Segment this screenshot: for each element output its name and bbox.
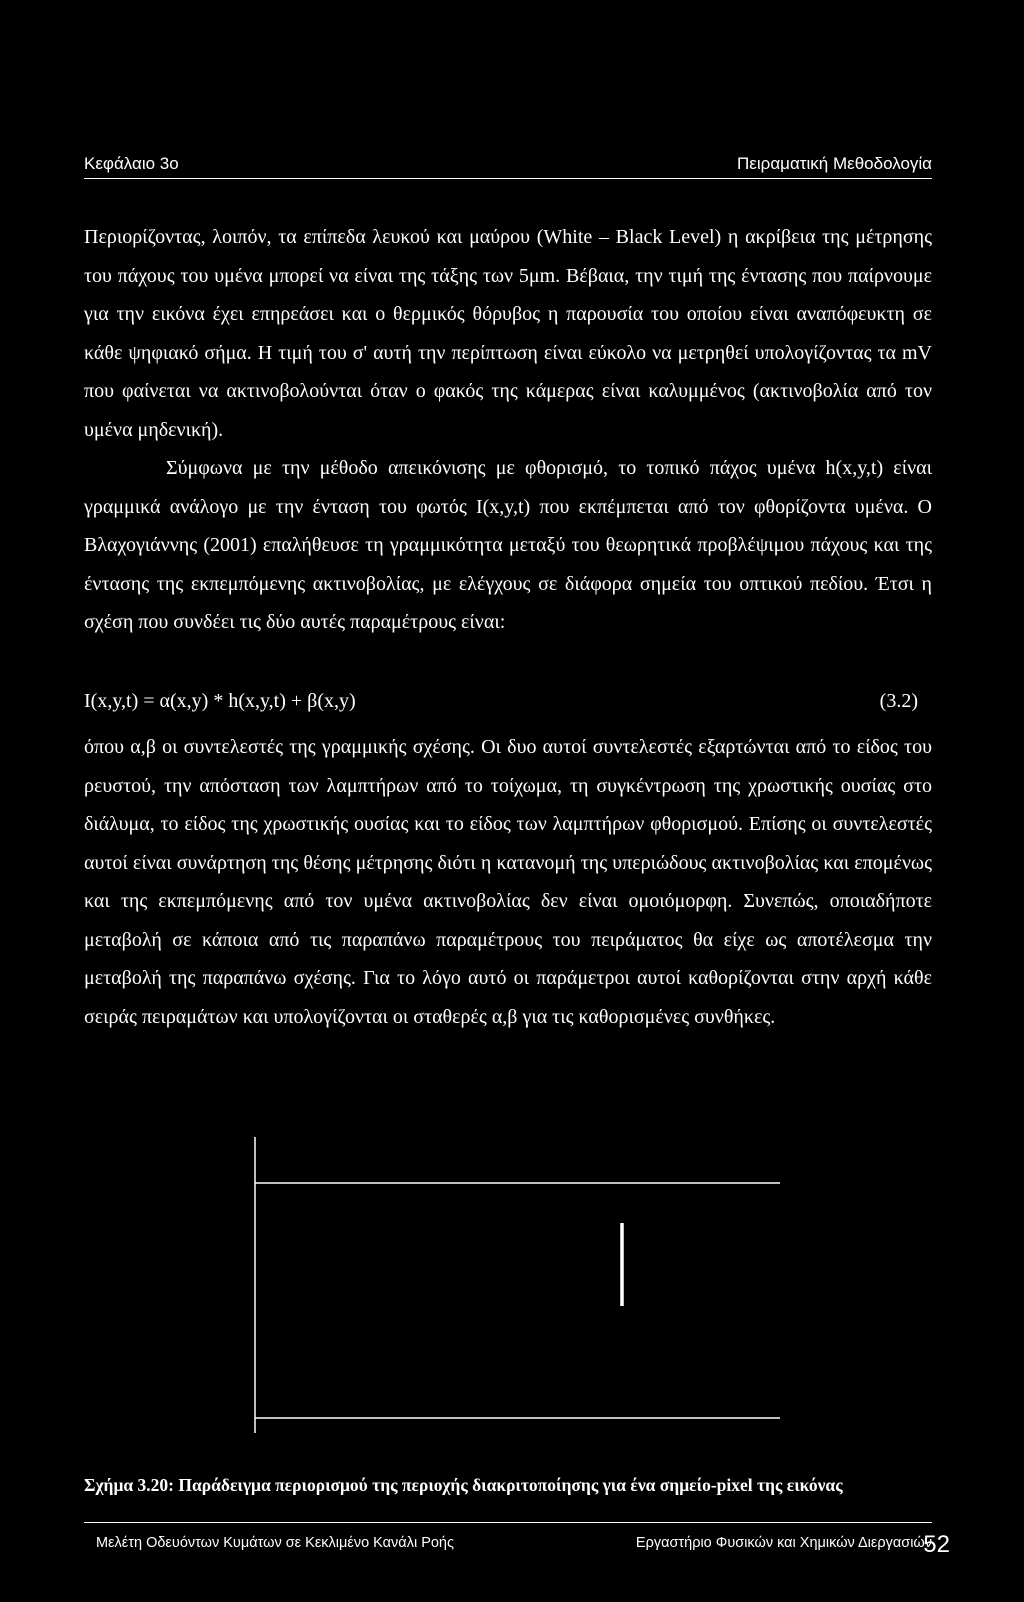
equation-formula: I(x,y,t) = α(x,y) * h(x,y,t) + β(x,y) <box>84 690 356 712</box>
chapter-label: Κεφάλαιο 3ο <box>84 154 179 173</box>
footer-title: Μελέτη Οδευόντων Κυμάτων σε Κεκλιμένο Κανάλι Ροής <box>96 1535 454 1551</box>
paragraph-1: Περιορίζοντας, λοιπόν, τα επίπεδα λευκού και μαύρου (White – Black Level) η ακρίβεια της μέτρησης του πάχους του υμένα μπορεί να είναι της τάξης των 5μm. Βέβαια, την τιμή της έντασης που παίρνουμε για την εικόνα έχει επηρεάσει και ο θερμικός θόρυβος η παρουσία του οποίου είναι αναπόφευκτη σε κάθε ψηφιακό σήμα. Η τιμή του σ' αυτή την περίπτωση είναι εύκολο να μετρηθεί υπολογίζοντας τα mV που φαίνεται να ακτινοβολούνται όταν ο φακός της κάμερας είναι καλυμμένος (ακτινοβολία από τον υμένα μηδενική). <box>84 226 932 441</box>
equation-3-2 <box>84 690 932 713</box>
footer-lab: Εργαστήριο Φυσικών και Χημικών Διεργασιών <box>635 1535 932 1551</box>
figure-caption: Σχήμα 3.20: Παράδειγμα περιορισμού της περιοχής διακριτοποίησης για ένα σημείο-pixel της εικόνας <box>84 1475 843 1495</box>
page-number: 52 <box>923 1531 950 1558</box>
paragraph-3: όπου α,β οι συντελεστές της γραμμικής σχέσης. Οι δυο αυτοί συντελεστές εξαρτώνται από το είδος του ρευστού, την απόσταση των λαμπτήρων από το τοίχωμα, τη συγκέντρωση της χρωστικής ουσίας στο διάλυμα, το είδος της χρωστικής ουσίας και το είδος των λαμπτήρων φθορισμού. Επίσης οι συντελεστές αυτοί είναι συνάρτηση της θέσης μέτρησης διότι η κατανομή της υπεριώδους ακτινοβολίας και επομένως και της εκπεμπόμενης από τον υμένα ακτινοβολίας δεν είναι ομοιόμορφη. Συνεπώς, οποιαδήποτε μεταβολή σε κάποια από τις παραπάνω παραμέτρους του πειράματος θα είχε ως αποτέλεσμα την μεταβολή της παραπάνω σχέσης. Για το λόγο αυτό οι παράμετροι αυτοί καθορίζονται στην αρχή κάθε σειράς πειραμάτων και υπολογίζονται οι σταθερές α,β για τις καθορισμένες συνθήκες. <box>84 736 932 1028</box>
page-footer <box>84 1522 950 1558</box>
section-label: Πειραματική Μεθοδολογία <box>737 154 932 173</box>
paragraph-2: Σύμφωνα με την μέθοδο απεικόνισης με φθορισμό, το τοπικό πάχος υμένα h(x,y,t) είναι γραμμικά ανάλογο με την ένταση του φωτός I(x,y,t) που εκπέμπεται από τον φθορίζοντα υμένα. Ο Βλαχογιάννης (2001) επαλήθευσε τη γραμμικότητα μεταξύ του θεωρητικά προβλέψιμου πάχους και της έντασης της εκπεμπόμενης ακτινοβολίας, με ελέγχους σε διάφορα σημεία του οπτικού πεδίου. Έτσι η σχέση που συνδέει τις δύο αυτές παραμέτρους είναι: <box>84 457 932 633</box>
equation-number: (3.2) <box>879 690 918 712</box>
page-header <box>84 154 932 179</box>
